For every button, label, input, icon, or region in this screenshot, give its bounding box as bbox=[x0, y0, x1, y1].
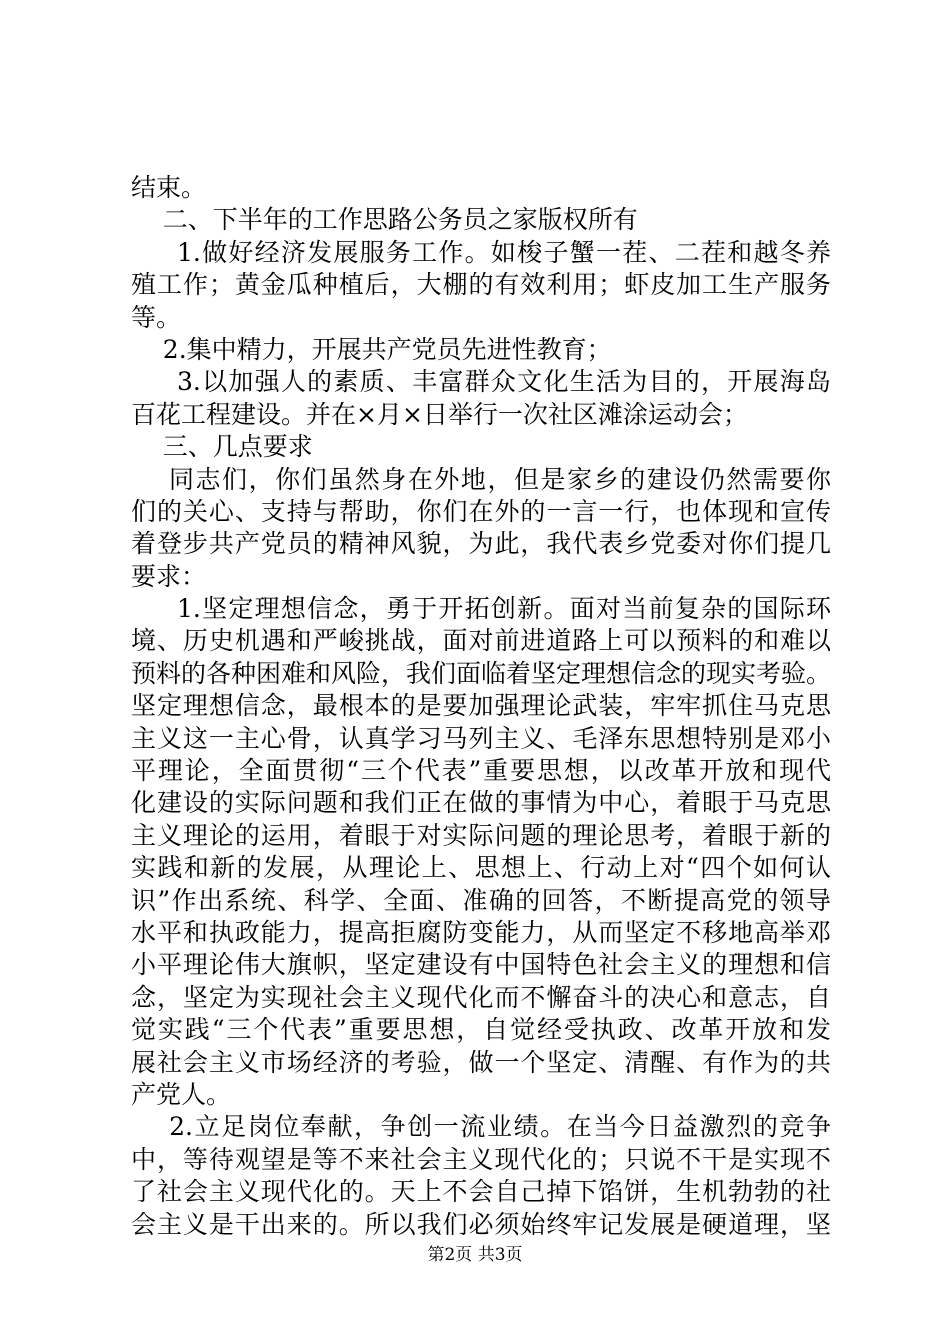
text-line: 结束。 bbox=[131, 173, 207, 202]
text-line: 水平和执政能力，提高拒腐防变能力，从而坚定不移地高举邓 bbox=[131, 917, 831, 947]
text-line: 三、几点要求 bbox=[131, 432, 313, 462]
text-line: 小平理论伟大旗帜，坚定建设有中国特色社会主义的理想和信 bbox=[131, 950, 831, 980]
text-line: 要求： bbox=[131, 561, 207, 591]
text-line: 们的关心、支持与帮助，你们在外的一言一行，也体现和宣传 bbox=[131, 496, 831, 526]
text-line: 念，坚定为实现社会主义现代化而不懈奋斗的决心和意志，自 bbox=[131, 982, 831, 1012]
text-line: 同志们，你们虽然身在外地，但是家乡的建设仍然需要你 bbox=[131, 464, 831, 494]
text-line: 3.以加强人的素质、丰富群众文化生活为目的，开展海岛 bbox=[131, 367, 831, 397]
text-line: 百花工程建设。并在×月×日举行一次社区滩涂运动会； bbox=[131, 399, 748, 429]
text-line: 实践和新的发展，从理论上、思想上、行动上对“四个如何认 bbox=[131, 853, 831, 883]
text-line: 了社会主义现代化的。天上不会自己掉下馅饼，生机勃勃的社 bbox=[131, 1177, 831, 1207]
text-line: 识”作出系统、科学、全面、准确的回答，不断提高党的领导 bbox=[131, 885, 831, 915]
text-line: 等。 bbox=[131, 302, 182, 332]
text-line: 化建设的实际问题和我们正在做的事情为中心，着眼于马克思 bbox=[131, 788, 831, 818]
text-line: 1.坚定理想信念，勇于开拓创新。面对当前复杂的国际环 bbox=[131, 594, 831, 624]
text-line: 境、历史机遇和严峻挑战，面对前进道路上可以预料的和难以 bbox=[131, 626, 831, 656]
text-line: 殖工作；黄金瓜种植后，大棚的有效利用；虾皮加工生产服务 bbox=[131, 270, 831, 300]
text-line: 二、下半年的工作思路公务员之家版权所有 bbox=[131, 205, 638, 235]
text-line: 中，等待观望是等不来社会主义现代化的；只说不干是实现不 bbox=[131, 1144, 831, 1174]
text-line: 展社会主义市场经济的考验，做一个坚定、清醒、有作为的共 bbox=[131, 1047, 831, 1077]
text-line: 会主义是干出来的。所以我们必须始终牢记发展是硬道理，坚 bbox=[131, 1209, 831, 1239]
text-line: 主义理论的运用，着眼于对实际问题的理论思考，着眼于新的 bbox=[131, 820, 831, 850]
text-line: 主义这一主心骨，认真学习马列主义、毛泽东思想特别是邓小 bbox=[131, 723, 831, 753]
text-line: 着登步共产党员的精神风貌，为此，我代表乡党委对你们提几 bbox=[131, 529, 831, 559]
text-line: 产党人。 bbox=[131, 1079, 232, 1109]
page-footer: 第2页 共3页 bbox=[427, 1245, 523, 1265]
text-line: 平理论，全面贯彻“三个代表”重要思想，以改革开放和现代 bbox=[131, 756, 831, 786]
text-line: 2.立足岗位奉献，争创一流业绩。在当今日益激烈的竞争 bbox=[131, 1112, 831, 1142]
text-line: 2.集中精力，开展共产党员先进性教育； bbox=[131, 334, 612, 364]
document-body bbox=[131, 172, 831, 1241]
text-line: 觉实践“三个代表”重要思想，自觉经受执政、改革开放和发 bbox=[131, 1015, 831, 1045]
text-line: 1.做好经济发展服务工作。如梭子蟹一茬、二茬和越冬养 bbox=[131, 237, 831, 267]
text-line: 预料的各种困难和风险，我们面临着坚定理想信念的现实考验。 bbox=[131, 658, 831, 688]
text-line: 坚定理想信念，最根本的是要加强理论武装，牢牢抓住马克思 bbox=[131, 691, 831, 721]
